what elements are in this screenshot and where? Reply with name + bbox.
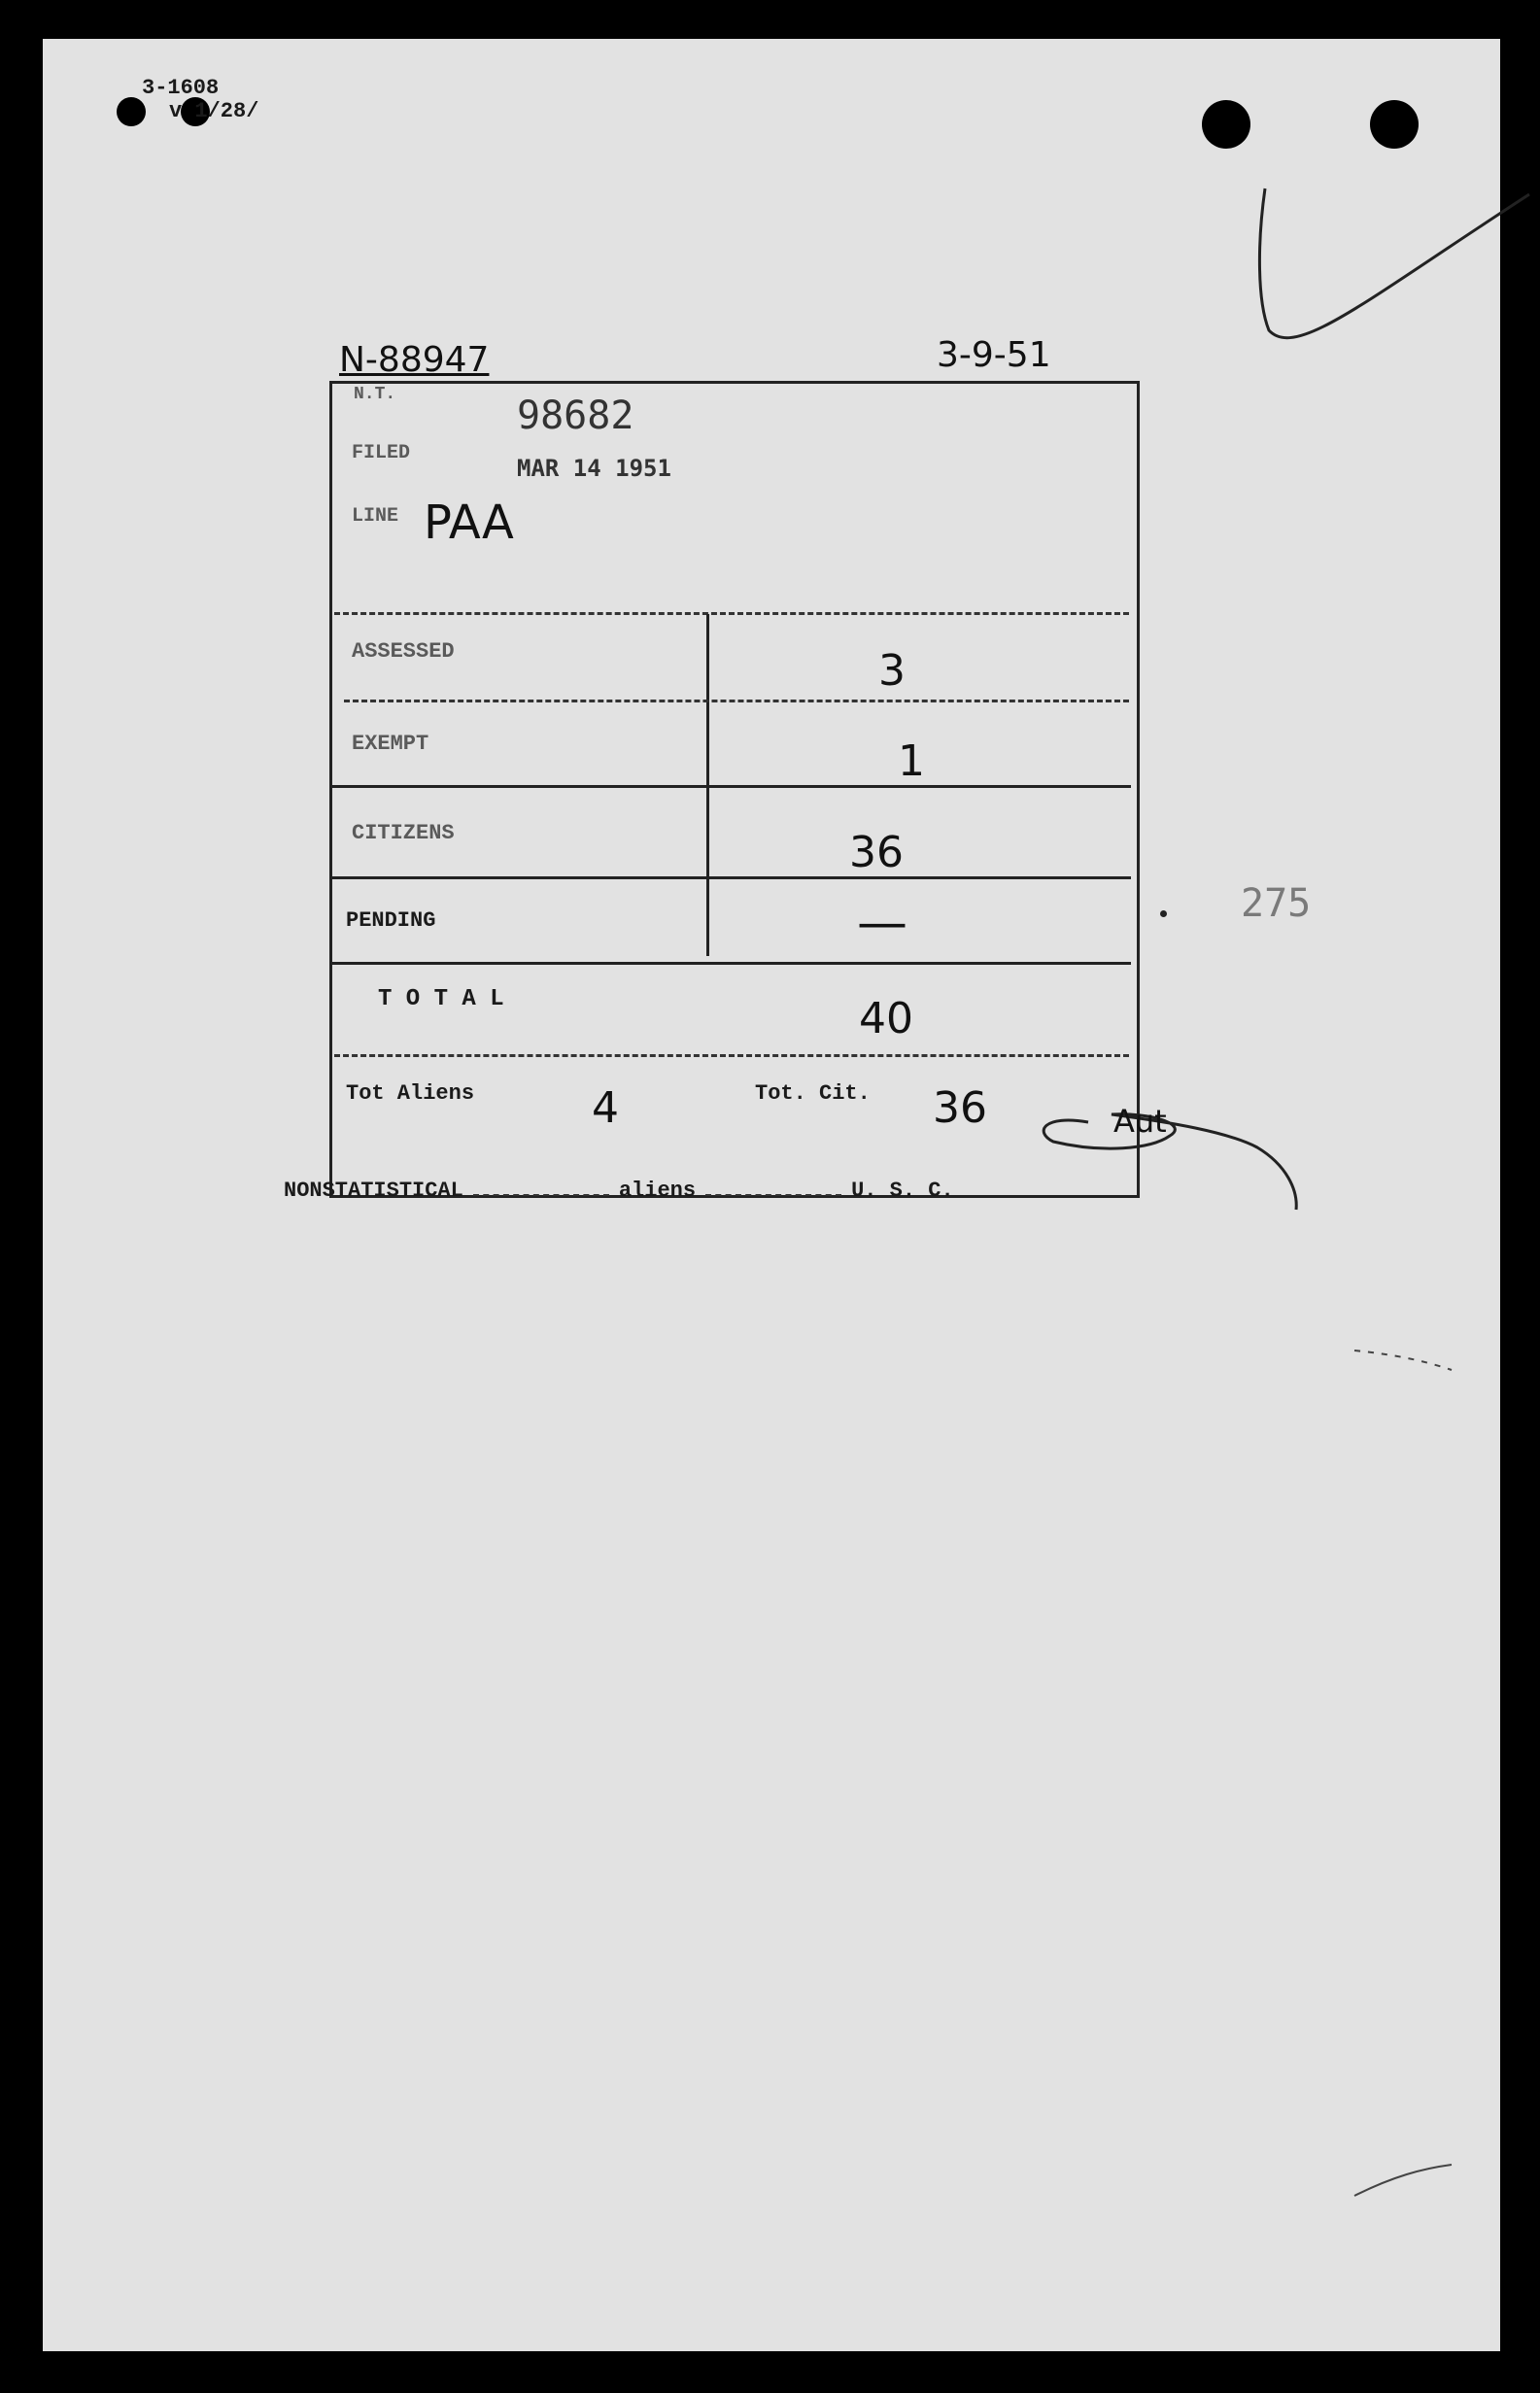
rule-3 (332, 785, 1131, 788)
exempt-value: 1 (898, 736, 925, 786)
label-total: T O T A L (378, 986, 504, 1012)
citizens-value: 36 (849, 828, 904, 877)
pending-value: — (857, 894, 907, 952)
label-assessed: ASSESSED (352, 639, 455, 664)
initials-scribble (1034, 1093, 1325, 1219)
rule-1 (334, 612, 1129, 615)
file-number: N-88947 (339, 340, 490, 380)
stamp-date: MAR 14 1951 (517, 455, 671, 482)
stray-mark-lower (1345, 2147, 1461, 2205)
label-usc: U. S. C. (851, 1179, 954, 1203)
header-date: 3-9-51 (937, 335, 1051, 375)
stray-mark (1345, 1341, 1461, 1380)
margin-stamp: 275 (1241, 881, 1312, 926)
punch-hole-far-right (1370, 100, 1419, 149)
label-line: LINE (352, 505, 399, 528)
form-rev-date: v 1/28/ (169, 99, 259, 123)
margin-dot (1160, 910, 1167, 917)
rule-2 (344, 700, 1129, 702)
nonstatistical-line (284, 1179, 954, 1203)
form-number: 3-1608 (142, 76, 220, 100)
aliens-blank (705, 1194, 841, 1196)
total-value: 40 (859, 994, 913, 1043)
check-mark (1257, 185, 1540, 379)
tot-aliens-value: 4 (592, 1083, 619, 1133)
label-aliens: aliens (618, 1179, 697, 1203)
punch-hole-right (1202, 100, 1250, 149)
label-filed: FILED (352, 442, 411, 464)
rule-5 (332, 962, 1131, 965)
label-nonstatistical: NONSTATISTICAL (284, 1179, 463, 1203)
assessed-value: 3 (878, 646, 906, 696)
rule-6 (334, 1054, 1129, 1057)
label-pending: PENDING (346, 908, 436, 933)
punch-hole-left (117, 97, 146, 126)
tot-cit-value: 36 (933, 1083, 987, 1133)
initials: Aut (1113, 1103, 1167, 1140)
document-page (43, 39, 1500, 2351)
label-tot-aliens: Tot Aliens (346, 1081, 475, 1106)
label-top: N.T. (354, 385, 396, 404)
label-citizens: CITIZENS (352, 821, 455, 845)
nonstatistical-blank (473, 1194, 609, 1196)
label-exempt: EXEMPT (352, 732, 429, 756)
stamp-number: 98682 (517, 393, 634, 438)
line-value: PAA (424, 496, 514, 550)
label-tot-cit: Tot. Cit. (755, 1081, 871, 1106)
rule-4 (332, 876, 1131, 879)
